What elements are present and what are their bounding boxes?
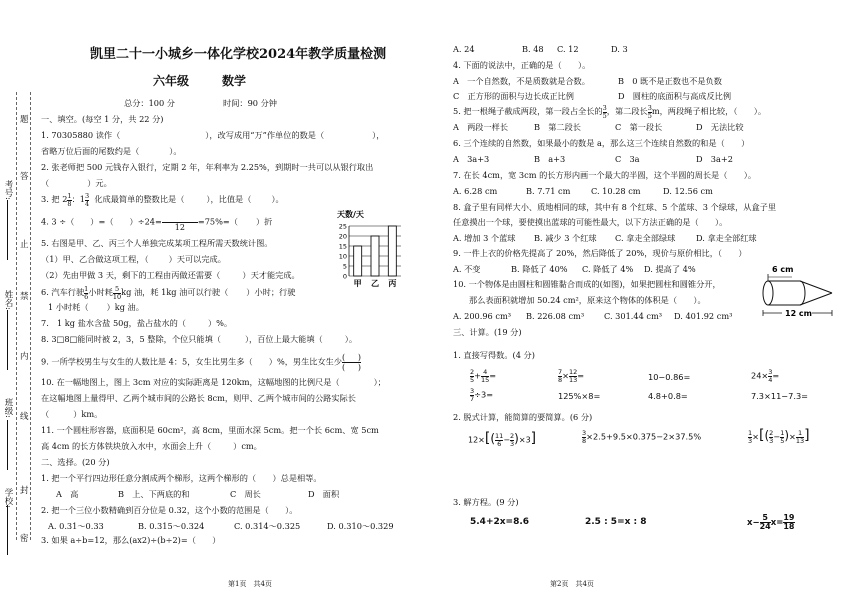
- choice-5: 5. 把一根绳子截成两段，第一段占全长的 $\frac{3}{5}$ ，第二段长 $\frac{3}{5}$ m，两段绳子相比较，（ ）。: [453, 104, 767, 120]
- calc-1-heading: 1. 直接写得数。(4 分): [453, 350, 535, 360]
- choice-3: 3. 如果 a÷b=12，那么(ax2)÷(b÷2)=（ ）: [41, 535, 221, 545]
- q9: 9. 一所学校男生与女生的人数比是 4：5，女生比男生多（ ）%，男生比女生少 $\frac{( )}{( )}$: [41, 353, 361, 372]
- side-char: 止: [20, 240, 29, 250]
- chart-bar: [354, 246, 362, 276]
- binding-line-inner: [30, 92, 31, 540]
- calc-expr: 4.8+0.8=: [648, 391, 688, 401]
- choice-2-opt-c: C. 0.314～0.325: [234, 521, 301, 531]
- choice-7-opt-c: C. 10.28 cm: [591, 186, 641, 196]
- calc-expr: $\frac{3}{8}$ ×2.5+9.5×0.375−2×37.5%: [582, 429, 702, 445]
- calc-3-heading: 3. 解方程。(9 分): [453, 497, 519, 507]
- calc-expr: 12×[( $\frac{11}{6}$ − $\frac{2}{3}$ )×3]: [468, 430, 537, 448]
- choice-10-cont: 那么表面积就增加 50.24 cm²，原来这个物体的体积是（ ）。: [469, 295, 706, 305]
- choice-8-opt-a: A. 增加 3 个蓝球: [453, 233, 516, 243]
- grade: 六年级: [153, 74, 190, 88]
- choice-10-opt-d: D. 401.92 cm³: [674, 311, 733, 321]
- chart-y-tick: 25: [338, 222, 347, 231]
- figure-label-diameter: 6 cm: [772, 265, 794, 274]
- choice-2-opt-b: B. 0.315～0.324: [138, 521, 205, 531]
- chart-x-tick: 丙: [388, 279, 397, 288]
- side-char: 密: [20, 534, 29, 544]
- cylinder-cone-figure: [760, 263, 855, 321]
- choice-9-opt-c: C. 降低了 4%: [582, 264, 634, 274]
- q4: 4. 3 ÷（ ）=（ ）÷24= 12 =75%=（ ）折: [41, 213, 272, 232]
- chart-bar: [371, 236, 379, 276]
- choice-2: 2. 把一个三位小数精确到百分位是 0.32，这个小数的范围是（ ）。: [41, 505, 298, 515]
- q6: 6. 汽车行驶 $\frac{1}{6}$ 小时耗 $\frac{5}{10}$ kg 油，耗 1kg 油可以行驶（ ）小时；行驶: [41, 285, 296, 301]
- binding-line-outer: [16, 92, 17, 540]
- side-label-school: 学校:: [3, 488, 13, 508]
- q5-1: （1）甲、乙合做这项工程，（ ）天可以完成。: [41, 254, 226, 264]
- q5-2: （2）先由甲做 3 天，剩下的工程由丙做还需要（ ）天才能完成。: [41, 270, 300, 280]
- calc-2-heading: 2. 脱式计算，能简算的要简算。(6 分): [453, 412, 593, 422]
- exam-time: 时间：90 分钟: [223, 98, 277, 108]
- side-label-exam-no: 考号:: [3, 180, 13, 200]
- choice-8: 8. 盒子里有同样大小、质地相同的球，其中有 8 个红球、5 个蓝球、3 个绿球，从盒子里: [453, 202, 777, 212]
- q8: 8. 3□8□能同时被 2，3，5 整除，个位只能填（ ），百位上最大能填（ ）。: [41, 334, 358, 344]
- section-3-heading: 三、计算。(19 分): [453, 327, 522, 337]
- side-char: 封: [20, 486, 29, 496]
- chart-y-tick: 20: [338, 232, 347, 241]
- choice-8-opt-c: C. 拿走全部绿球: [615, 233, 676, 243]
- calc-expr: 10−0.86=: [648, 372, 691, 382]
- chart-bar: [388, 226, 396, 276]
- choice-3-opt-b: B. 48: [522, 44, 544, 54]
- choice-6-opt-d: D 3a+2: [696, 154, 733, 164]
- choice-10-opt-a: A. 200.96 cm³: [453, 311, 512, 321]
- chart-y-tick: 10: [338, 252, 347, 261]
- choice-6-opt-b: B a+3: [534, 154, 566, 164]
- q11: 11. 一个圆柱形容器，底面积是 60cm²，高 8cm，里面水深 5cm。把一个长 6cm、宽 5cm: [41, 425, 379, 435]
- q10: 10. 在一幅地图上，图上 3cm 对应的实际距离是 120km，这幅地图的比例尺是（ ）；: [41, 377, 386, 387]
- choice-6-opt-c: C 3a: [615, 154, 640, 164]
- calc-expr: $\frac{2}{5}$ + $\frac{4}{15}$ =: [470, 368, 497, 384]
- choice-4-opt-d: D 圆柱的底面积与高成反比例: [618, 91, 732, 101]
- choice-6-opt-a: A 3a+3: [453, 154, 490, 164]
- side-char: 禁: [20, 292, 29, 302]
- choice-7-opt-b: B. 7.71 cm: [526, 186, 571, 196]
- equation-3: x− $\frac{5}{24}$ x= $\frac{19}{18}$: [747, 513, 795, 531]
- choice-4-opt-c: C 正方形的面积与边长成正比例: [453, 91, 574, 101]
- page-2: [430, 0, 860, 595]
- chart-y-label: 天数/天: [337, 210, 364, 219]
- equation-1: 5.4+2x=8.6: [470, 517, 530, 527]
- q2-cont: （ ）元。: [41, 178, 112, 188]
- choice-1-opt-c: C 周长: [230, 489, 261, 499]
- calc-expr: 24× $\frac{3}{4}$ =: [751, 368, 780, 384]
- chart-y-tick: 0: [342, 272, 347, 281]
- choice-5-opt-c: C 第一段长: [615, 122, 663, 132]
- choice-10: 10. 一个物体是由圆柱和圆锥黏合而成的(如图)，如果把圆柱和圆锥分开，: [453, 279, 721, 289]
- choice-1-opt-b: B 上、下两底的和: [118, 489, 190, 499]
- q10-cont: 在这幅地图上量得甲、乙两个城市间的公路长 8cm，则甲、乙两个城市间的公路实际长: [41, 393, 356, 403]
- choice-5-opt-a: A 两段一样长: [453, 122, 509, 132]
- q7: 7. 1 kg 盐水含盐 50g，盐占盐水的（ ）%。: [41, 318, 233, 328]
- choice-8-cont: 任意摸出一个球，要使摸出蓝球的可能性最大，以下方法正确的是（ ）。: [453, 217, 728, 227]
- subject: 数学: [222, 74, 247, 88]
- q2: 2. 张老师把 500 元钱存入银行，定期 2 年，年利率为 2.25%，到期时一共可以从银行取出: [41, 162, 374, 172]
- choice-8-opt-d: D. 拿走全部红球: [696, 233, 757, 243]
- choice-9-opt-a: A. 不变: [453, 264, 481, 274]
- calc-expr: $\frac{7}{8}$ × $\frac{12}{13}$ =: [558, 368, 585, 384]
- choice-7-opt-a: A. 6.28 cm: [453, 186, 498, 196]
- choice-7: 7. 在长 4cm，宽 3cm 的长方形内画一个最大的半圆，这个半圆的周长是（ ）。: [453, 170, 757, 180]
- q1-cont: 省略万位后面的尾数约是（ ）。: [41, 146, 182, 156]
- calc-expr: 7.3×11−7.3=: [751, 391, 809, 401]
- q10-cont2: （ ）km。: [41, 409, 103, 419]
- choice-2-opt-a: A. 0.31～0.33: [48, 521, 104, 531]
- side-label-name: 姓名:: [3, 290, 13, 310]
- side-char: 内: [20, 352, 29, 362]
- choice-10-opt-b: B. 226.08 cm³: [526, 311, 585, 321]
- choice-5-opt-d: D 无法比较: [696, 122, 744, 132]
- choice-9: 9. 一件上衣的价格先提高了 20%，然后降低了 20%，现价与原价相比，（ ）: [453, 248, 747, 258]
- side-char: 线: [20, 412, 29, 422]
- choice-5-opt-b: B 第二段长: [534, 122, 581, 132]
- choice-6: 6. 三个连续的自然数，如果最小的数是 a，那么这三个连续自然数的和是（ ）: [453, 138, 750, 148]
- choice-2-opt-d: D. 0.310～0.329: [327, 521, 394, 531]
- choice-1-opt-d: D 面积: [308, 489, 340, 499]
- q1: 1. 70305880 读作（ ），改写成用“万”作单位的数是（ ），: [41, 130, 385, 140]
- choice-4-opt-a: A 一个自然数，不是质数就是合数。: [453, 76, 590, 86]
- choice-4-opt-b: B 0 既不是正数也不是负数: [618, 76, 722, 86]
- choice-1: 1. 把一个平行四边形任意分割成两个梯形，这两个梯形的（ ）总是相等。: [41, 473, 322, 483]
- calc-expr: $\frac{1}{3}$ ×[( $\frac{2}{3}$ − $\frac{1}{5}$ )× $\frac{1}{13}$ ]: [748, 427, 810, 445]
- choice-4: 4. 下面的说法中，正确的是（ ）。: [453, 60, 591, 70]
- q5: 5. 右图是甲、乙、丙三个人单独完成某项工程所需天数统计图。: [41, 238, 273, 248]
- side-label-class: 班级:: [3, 398, 13, 418]
- chart-y-tick: 5: [342, 262, 347, 271]
- chart-x-tick: 乙: [371, 279, 379, 288]
- choice-3-opt-d: D. 3: [611, 44, 628, 54]
- q11-cont: 高 4cm 的长方体铁块放入水中，水面会上升（ ）cm。: [41, 441, 262, 451]
- calc-expr: 125%×8=: [558, 391, 601, 401]
- choice-10-opt-c: C. 301.44 cm³: [604, 311, 663, 321]
- chart-y-tick: 15: [338, 242, 347, 251]
- exam-title: 凯里二十一小城乡一体化学校2024年教学质量检测: [90, 47, 387, 62]
- figure-label-length: 12 cm: [785, 309, 812, 318]
- section-1-heading: 一、填空。(每空 1 分，共 22 分): [41, 114, 164, 124]
- choice-7-opt-d: D. 12.56 cm: [663, 186, 713, 196]
- days-bar-chart: [335, 208, 415, 288]
- total-score: 总分：100 分: [124, 98, 175, 108]
- chart-x-tick: 甲: [353, 279, 362, 288]
- choice-3-opt-c: C. 12: [557, 44, 579, 54]
- section-2-heading: 二、选择。(20 分): [41, 457, 110, 467]
- calc-expr: $\frac{3}{7}$ ÷3=: [470, 387, 494, 403]
- choice-8-opt-b: B. 减少 3 个红球: [534, 233, 597, 243]
- equation-2: 2.5 : 5=x : 8: [585, 517, 647, 527]
- page-1-footer: 第1页 共4页: [228, 580, 272, 588]
- q3: 3. 把 2 $\frac{1}{8}$ ：1 $\frac{3}{4}$ 化成最简单的整数比是（ ），比值是（ ）。: [41, 192, 284, 208]
- choice-3-opt-a: A. 24: [453, 44, 475, 54]
- choice-9-opt-b: B. 降低了 40%: [511, 264, 568, 274]
- side-char: 题: [20, 115, 29, 125]
- choice-9-opt-d: D. 提高了 4%: [644, 264, 696, 274]
- q6-cont: 1 小时耗（ ）kg 油。: [48, 302, 144, 312]
- choice-1-opt-a: A 高: [56, 489, 79, 499]
- page-2-footer: 第2页 共4页: [550, 580, 594, 588]
- side-char: 答: [20, 172, 29, 182]
